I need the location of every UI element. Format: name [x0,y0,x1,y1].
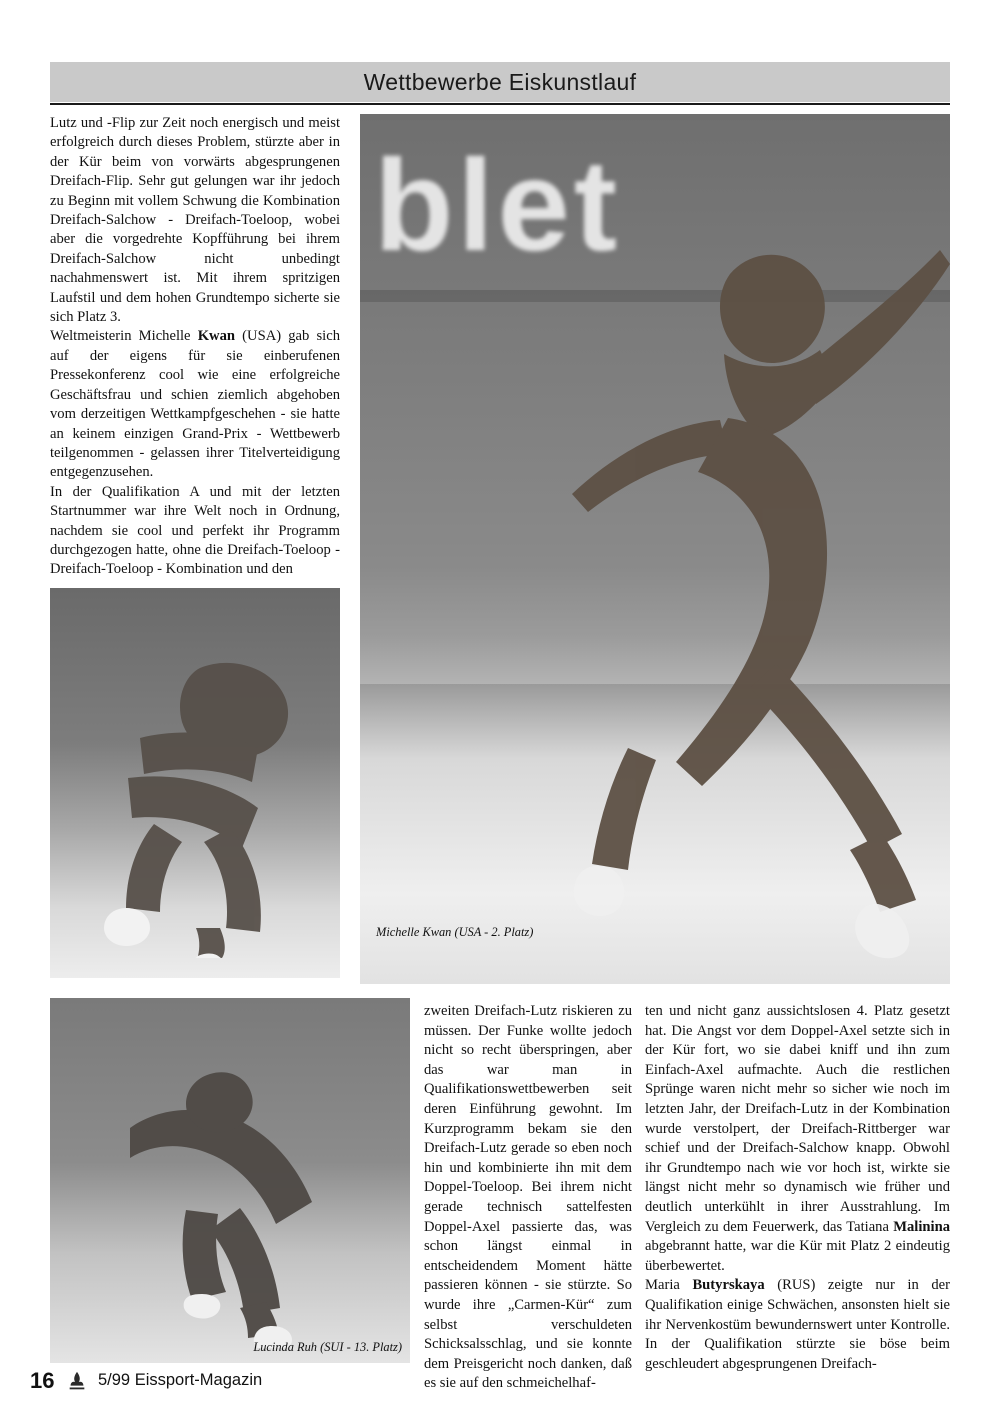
paragraph: In der Qualifikation A und mit der letzten Startnummer war ihre Welt noch in Ordnung, nachdem sie cool und perfekt ihr Programm durchgezogen hatte, ohne die Dreifach-Toeloop - Dreifach-Toeloop - Kombination und den [50,483,340,578]
page-footer [30,1368,970,1402]
article-left-column [50,114,340,580]
photo-michelle-kwan [360,114,950,984]
page-number: 16 [30,1368,55,1393]
photo-lucinda-ruh [50,998,410,1363]
skater-figure [90,1058,390,1348]
paragraph: Maria Butyrskaya (RUS) zeigte nur in der Qualifikation einige Schwächen, ansonsten hielt sie ihr Nervenkostüm bewundernswert unter Kontrolle. In der Qualifikation stürzte sie böse beim geschleudert abgesprungenen Dreifach- [645,1277,950,1372]
rink-board-text: blet [374,132,622,278]
paragraph: Lutz und -Flip zur Zeit noch energisch und meist erfolgreich durch dieses Problem, stürzte aber in der Kür beim von vorwärts abgesprungenen Dreifach-Flip. Sehr gut gelungen war ihr jedoch zu Beginn mit vollem Schwung die Kombination Dreifach-Salchow - Dreifach-Toeloop, wobei aber die vorgedrehte Kopfführung bei ihrem Dreifach-Salchow nicht unbedingt nachahmenswert ist. Mit ihrem spritzigen Laufstil und dem hohen Grundtempo sicherte sie sich Platz 3. [50,115,340,326]
article-middle-column: zweiten Dreifach-Lutz riskieren zu müssen. Der Funke wollte jedoch nicht so recht überspringen, aber das war man in Qualifikationswettbewerben seit deren Einführung gewohnt. Im Kurzprogramm bekam sie den Dreifach-Lutz gerade so eben noch hin und kombinierte ihn mit dem Doppel-Toeloop. Bei ihrem nicht gerade technisch sattelfesten Doppel-Axel passierte das, was schon längst einmal in entscheidendem Moment hätte passieren können - sie stürzte. So wurde ihre „Carmen-Kür“ zum selbst verschuldeten Schicksalsschlag, und sie konnte dem Preisgericht noch danken, daß es sie auf den schmeichelhaf- [424,1003,632,1392]
page-title: Wettbewerbe Eiskunstlauf [363,69,637,95]
photo-caption: Lucinda Ruh (SUI - 13. Platz) [253,1340,402,1354]
skater-figure [80,628,310,958]
photo-skater-spin [50,588,340,978]
magazine-imprint: 5/99 Eissport-Magazin [98,1371,263,1389]
paragraph: Weltmeisterin Michelle Kwan (USA) gab sich auf der eigens für sie einberufenen Pressekonferenz cool wie eine erfolgreiche Geschäftsfrau und schien ziemlich abgehoben vom derzeitigen Wettkampfgeschehen - sie hatte an keinem einzigen Grand-Prix - Wettbewerb teilgenommen - gelassen ihrer Titelverteidigung entgegenzusehen. [50,328,340,481]
skater-figure [480,204,950,984]
photo-caption: Michelle Kwan (USA - 2. Platz) [376,925,534,939]
paragraph: ten und nicht ganz aussichtslosen 4. Platz gesetzt hat. Die Angst vor dem Doppel-Axel setzte sich in der Kür fort, wo sie dabei kniff und ihn zum Einfach-Axel aufmachte. Auch die restlichen Sprünge waren nicht mehr so sicher wie noch im letzten Jahr, der Dreifach-Lutz in der Kombination wurde verstolpert, der Dreifach-Rittberger war schief und der Dreifach-Salchow knapp. Obwohl ihr Grundtempo nach wie vor hoch ist, wirkte sie längst nicht mehr so dynamisch wie früher und deutlich unterkühlt in ihrer Ausstrahlung. Im Vergleich zu dem Feuerwerk, das Tatiana Malinina abgebrannt hatte, war die Kür mit Platz 2 eindeutig überbewertet. [645,1003,950,1274]
skate-logo-icon [66,1370,88,1394]
header-divider [50,103,950,105]
article-right-column [645,1002,950,1374]
